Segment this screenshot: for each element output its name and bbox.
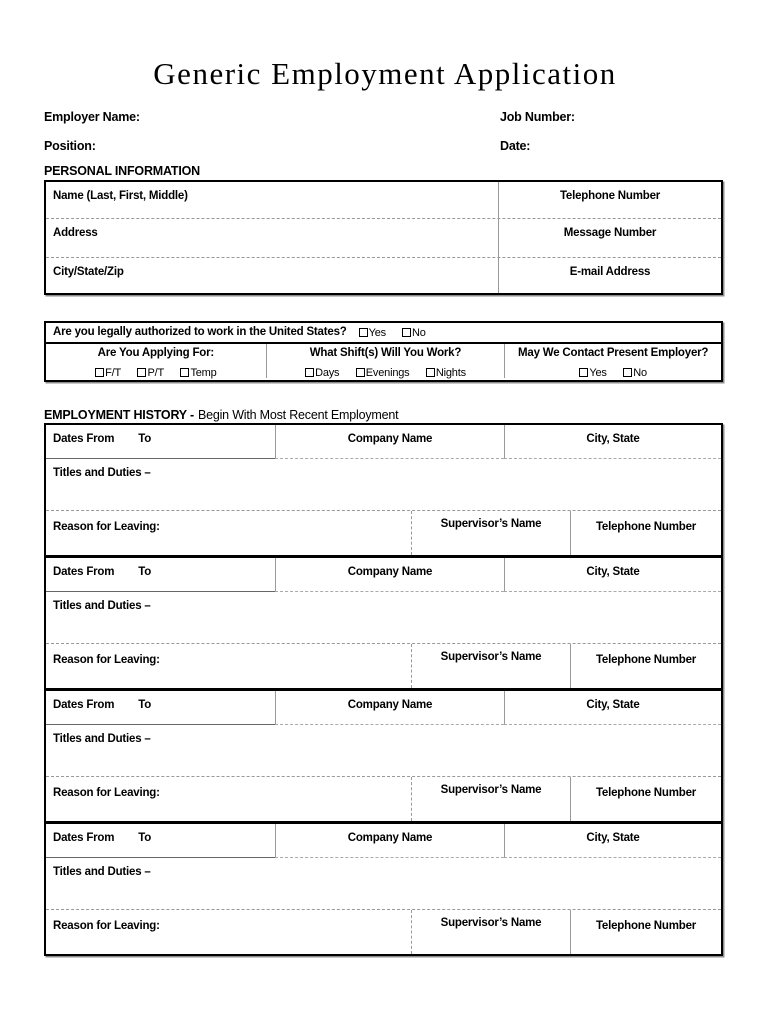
personal-information-heading: PERSONAL INFORMATION	[44, 164, 200, 178]
city-state-zip-field-cell[interactable]	[46, 258, 498, 293]
address-field-cell[interactable]	[46, 219, 498, 257]
supervisor-field-cell[interactable]	[411, 511, 570, 555]
evenings-option	[356, 367, 410, 379]
supervisor-field-cell[interactable]	[411, 910, 570, 954]
contact-yes-checkbox[interactable]	[579, 368, 588, 377]
dates-field-cell[interactable]	[46, 824, 275, 858]
city-state-label: City, State	[586, 566, 640, 578]
reason-field-cell[interactable]	[46, 777, 411, 821]
ft-label: F/T	[105, 367, 122, 379]
reason-field-cell[interactable]	[46, 910, 411, 954]
employment-block-2	[46, 555, 721, 688]
supervisor-label: Supervisor’s Name	[440, 651, 542, 663]
company-label: Company Name	[347, 832, 433, 844]
table-row	[46, 511, 721, 555]
table-row	[46, 644, 721, 688]
table-row	[46, 219, 721, 258]
pt-label: P/T	[147, 367, 164, 379]
supervisor-label: Supervisor’s Name	[440, 784, 542, 796]
evenings-checkbox[interactable]	[356, 368, 365, 377]
authorized-yes-label: Yes	[368, 326, 386, 339]
shifts-title: What Shift(s) Will You Work?	[309, 347, 462, 359]
telephone-field-cell[interactable]	[570, 511, 721, 555]
to-label: To	[138, 433, 152, 445]
email-label: E-mail Address	[569, 266, 651, 278]
address-label: Address	[53, 227, 98, 239]
telephone-field-cell[interactable]	[570, 644, 721, 688]
pt-option	[137, 367, 164, 379]
name-label: Name (Last, First, Middle)	[53, 190, 188, 202]
email-field-cell[interactable]	[498, 258, 721, 293]
city-state-label: City, State	[586, 832, 640, 844]
authorized-no-checkbox[interactable]	[402, 328, 411, 337]
pt-checkbox[interactable]	[137, 368, 146, 377]
reason-label: Reason for Leaving:	[53, 654, 160, 666]
personal-information-table	[44, 180, 723, 295]
applying-for-title: Are You Applying For:	[97, 347, 215, 359]
ft-checkbox[interactable]	[95, 368, 104, 377]
city-state-field-cell[interactable]	[504, 824, 721, 858]
supervisor-field-cell[interactable]	[411, 644, 570, 688]
company-field-cell[interactable]	[275, 824, 504, 858]
days-option	[305, 367, 339, 379]
city-state-label: City, State	[586, 433, 640, 445]
city-state-field-cell[interactable]	[504, 691, 721, 725]
nights-label: Nights	[435, 367, 466, 379]
evenings-label: Evenings	[365, 367, 410, 379]
contact-yes-label: Yes	[589, 367, 607, 379]
reason-label: Reason for Leaving:	[53, 920, 160, 932]
city-state-field-cell[interactable]	[504, 425, 721, 459]
contact-employer-cell	[504, 344, 721, 378]
shifts-cell	[266, 344, 505, 378]
telephone-label: Telephone Number	[559, 190, 661, 202]
telephone-label: Telephone Number	[595, 521, 697, 533]
employment-history-table	[44, 423, 723, 956]
dates-field-cell[interactable]	[46, 558, 275, 592]
company-field-cell[interactable]	[275, 558, 504, 592]
dates-from-label: Dates From	[53, 699, 115, 711]
supervisor-field-cell[interactable]	[411, 777, 570, 821]
supervisor-label: Supervisor’s Name	[440, 917, 542, 929]
table-row	[46, 691, 721, 725]
applying-for-cell	[46, 344, 266, 378]
titles-duties-label: Titles and Duties –	[53, 600, 151, 612]
reason-label: Reason for Leaving:	[53, 521, 160, 533]
employment-block-3	[46, 688, 721, 821]
titles-duties-field-cell[interactable]	[46, 459, 721, 511]
reason-label: Reason for Leaving:	[53, 787, 160, 799]
employer-name-label: Employer Name:	[44, 110, 140, 124]
contact-no-option	[623, 367, 647, 379]
employment-block-1	[46, 425, 721, 555]
dates-from-label: Dates From	[53, 433, 115, 445]
telephone-label: Telephone Number	[595, 787, 697, 799]
dates-field-cell[interactable]	[46, 691, 275, 725]
ft-option	[95, 367, 121, 379]
telephone-label: Telephone Number	[595, 654, 697, 666]
name-field-cell[interactable]	[46, 182, 498, 218]
to-label: To	[138, 832, 152, 844]
contact-employer-title: May We Contact Present Employer?	[518, 347, 709, 359]
company-label: Company Name	[347, 699, 433, 711]
reason-field-cell[interactable]	[46, 644, 411, 688]
telephone-field-cell[interactable]	[570, 910, 721, 954]
nights-option	[426, 367, 466, 379]
table-row	[46, 824, 721, 858]
to-label: To	[138, 699, 152, 711]
company-field-cell[interactable]	[275, 425, 504, 459]
titles-duties-label: Titles and Duties –	[53, 733, 151, 745]
supervisor-label: Supervisor’s Name	[440, 518, 542, 530]
titles-duties-label: Titles and Duties –	[53, 866, 151, 878]
table-row	[46, 258, 721, 293]
city-state-label: City, State	[586, 699, 640, 711]
to-label: To	[138, 566, 152, 578]
table-row	[46, 910, 721, 954]
position-label: Position:	[44, 139, 96, 153]
employment-history-heading-bold: EMPLOYMENT HISTORY -	[44, 408, 194, 422]
days-checkbox[interactable]	[305, 368, 314, 377]
authorized-no-option	[402, 327, 426, 339]
contact-yes-option	[579, 367, 606, 379]
authorized-yes-checkbox[interactable]	[359, 328, 368, 337]
dates-from-label: Dates From	[53, 832, 115, 844]
telephone-field-cell[interactable]	[498, 182, 721, 218]
telephone-field-cell[interactable]	[570, 777, 721, 821]
job-number-label: Job Number:	[500, 110, 575, 124]
eligibility-table	[44, 321, 723, 382]
work-authorization-row	[46, 323, 721, 344]
eligibility-options-row	[46, 344, 721, 378]
table-row	[46, 558, 721, 592]
employment-block-4	[46, 821, 721, 954]
telephone-label: Telephone Number	[595, 920, 697, 932]
company-field-cell[interactable]	[275, 691, 504, 725]
authorized-no-label: No	[411, 326, 426, 339]
company-label: Company Name	[347, 433, 433, 445]
days-label: Days	[315, 367, 340, 379]
message-number-field-cell[interactable]	[498, 219, 721, 257]
temp-label: Temp	[190, 367, 217, 379]
contact-no-checkbox[interactable]	[623, 368, 632, 377]
titles-duties-label: Titles and Duties –	[53, 467, 151, 479]
work-authorization-question: Are you legally authorized to work in the United States?	[53, 326, 347, 338]
authorized-yes-option	[359, 327, 386, 339]
dates-from-label: Dates From	[53, 566, 115, 578]
message-number-label: Message Number	[563, 227, 657, 239]
reason-field-cell[interactable]	[46, 511, 411, 555]
nights-checkbox[interactable]	[426, 368, 435, 377]
city-state-zip-label: City/State/Zip	[53, 266, 124, 278]
city-state-field-cell[interactable]	[504, 558, 721, 592]
table-row	[46, 182, 721, 219]
titles-duties-field-cell[interactable]	[46, 592, 721, 644]
temp-option	[180, 367, 216, 379]
temp-checkbox[interactable]	[180, 368, 189, 377]
employment-history-heading	[44, 408, 398, 422]
employment-history-heading-rest: Begin With Most Recent Employment	[197, 408, 399, 422]
table-row	[46, 777, 721, 821]
titles-duties-field-cell[interactable]	[46, 858, 721, 910]
company-label: Company Name	[347, 566, 433, 578]
contact-no-label: No	[633, 367, 647, 379]
dates-field-cell[interactable]	[46, 425, 275, 459]
table-row	[46, 425, 721, 459]
titles-duties-field-cell[interactable]	[46, 725, 721, 777]
date-label: Date:	[500, 139, 531, 153]
page-title: Generic Employment Application	[153, 56, 617, 91]
